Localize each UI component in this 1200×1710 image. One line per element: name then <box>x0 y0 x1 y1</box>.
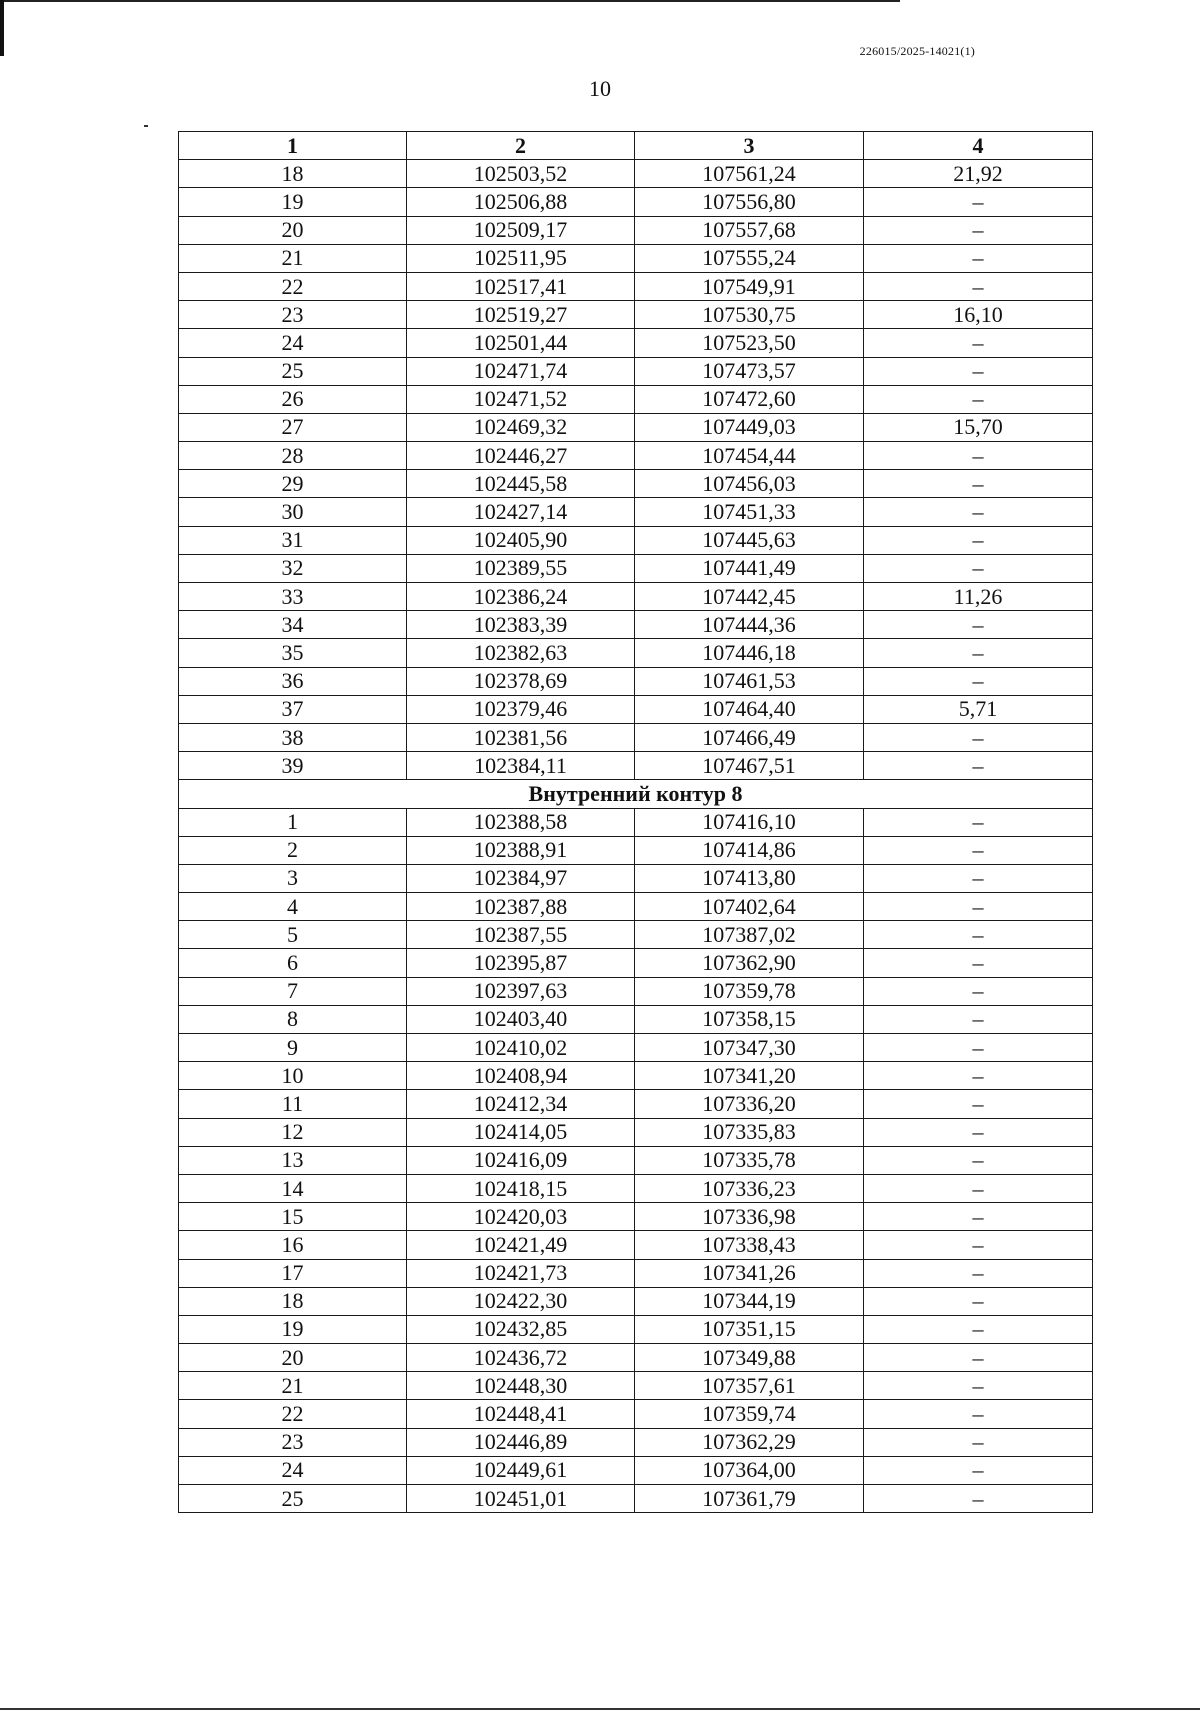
column-header: 1 <box>179 132 407 160</box>
table-cell: 102395,87 <box>407 949 635 977</box>
table-cell: – <box>864 893 1093 921</box>
table-cell: 102511,95 <box>407 244 635 272</box>
table-body-part2 <box>179 808 1093 1513</box>
table-cell: – <box>864 949 1093 977</box>
table-cell: 107473,57 <box>635 357 864 385</box>
table-row <box>179 301 1093 329</box>
table-cell: – <box>864 244 1093 272</box>
table-row <box>179 1315 1093 1343</box>
table-cell: 7 <box>179 977 407 1005</box>
table-row <box>179 498 1093 526</box>
table-row <box>179 893 1093 921</box>
table-header-row <box>179 132 1093 160</box>
table-cell: 102446,27 <box>407 442 635 470</box>
table-cell: 107472,60 <box>635 385 864 413</box>
table-cell: 107335,78 <box>635 1146 864 1174</box>
table-cell: 102471,52 <box>407 385 635 413</box>
table-row <box>179 1400 1093 1428</box>
table-cell: 102384,11 <box>407 752 635 780</box>
table-cell: 19 <box>179 188 407 216</box>
table-cell: 102446,89 <box>407 1428 635 1456</box>
table-row <box>179 1344 1093 1372</box>
table-cell: 22 <box>179 1400 407 1428</box>
table-cell: – <box>864 526 1093 554</box>
table-row <box>179 1146 1093 1174</box>
table-row <box>179 1090 1093 1118</box>
table-cell: – <box>864 1062 1093 1090</box>
table-cell: 102403,40 <box>407 1005 635 1033</box>
table-cell: 107556,80 <box>635 188 864 216</box>
table-cell: 16,10 <box>864 301 1093 329</box>
table-cell: 107357,61 <box>635 1372 864 1400</box>
table-cell: – <box>864 1005 1093 1033</box>
table-cell: 3 <box>179 864 407 892</box>
table-cell: 1 <box>179 808 407 836</box>
table-cell: 102408,94 <box>407 1062 635 1090</box>
table-cell: 11 <box>179 1090 407 1118</box>
table-cell: 20 <box>179 216 407 244</box>
table-cell: 9 <box>179 1034 407 1062</box>
table-cell: – <box>864 385 1093 413</box>
table-row <box>179 611 1093 639</box>
table-cell: 102420,03 <box>407 1203 635 1231</box>
table-cell: 38 <box>179 723 407 751</box>
table-cell: 107347,30 <box>635 1034 864 1062</box>
table-cell: 102503,52 <box>407 160 635 188</box>
table-cell: 19 <box>179 1315 407 1343</box>
table-cell: 107441,49 <box>635 554 864 582</box>
table-cell: 102382,63 <box>407 639 635 667</box>
table-row <box>179 413 1093 441</box>
table-row <box>179 977 1093 1005</box>
table-cell: 23 <box>179 1428 407 1456</box>
table-row <box>179 1372 1093 1400</box>
table-cell: 107359,78 <box>635 977 864 1005</box>
table-row <box>179 752 1093 780</box>
table-cell: 12 <box>179 1118 407 1146</box>
table-cell: 102448,41 <box>407 1400 635 1428</box>
table-row <box>179 160 1093 188</box>
table-cell: – <box>864 1428 1093 1456</box>
table-cell: 29 <box>179 470 407 498</box>
table-cell: 107451,33 <box>635 498 864 526</box>
table-cell: – <box>864 1400 1093 1428</box>
table-cell: 102445,58 <box>407 470 635 498</box>
table-cell: 24 <box>179 1456 407 1484</box>
table-cell: – <box>864 723 1093 751</box>
table-cell: 102383,39 <box>407 611 635 639</box>
table-row <box>179 442 1093 470</box>
table-cell: 102501,44 <box>407 329 635 357</box>
table-cell: 102449,61 <box>407 1456 635 1484</box>
table-row <box>179 695 1093 723</box>
table-cell: 102414,05 <box>407 1118 635 1146</box>
table-row <box>179 639 1093 667</box>
table-cell: 107351,15 <box>635 1315 864 1343</box>
table-cell: – <box>864 272 1093 300</box>
table-cell: – <box>864 1287 1093 1315</box>
table-cell: 31 <box>179 526 407 554</box>
table-cell: – <box>864 1372 1093 1400</box>
table-row <box>179 1062 1093 1090</box>
table-cell: – <box>864 1485 1093 1513</box>
table-cell: – <box>864 864 1093 892</box>
table-cell: 15 <box>179 1203 407 1231</box>
table-cell: – <box>864 1344 1093 1372</box>
table-cell: 102387,55 <box>407 921 635 949</box>
table-cell: 17 <box>179 1259 407 1287</box>
table-cell: 5,71 <box>864 695 1093 723</box>
table-cell: 107362,29 <box>635 1428 864 1456</box>
table-cell: – <box>864 188 1093 216</box>
table-cell: 102421,73 <box>407 1259 635 1287</box>
table-cell: 107341,26 <box>635 1259 864 1287</box>
table-cell: 102412,34 <box>407 1090 635 1118</box>
table-cell: – <box>864 216 1093 244</box>
table-cell: – <box>864 1118 1093 1146</box>
table-cell: 102386,24 <box>407 583 635 611</box>
table-cell: 107449,03 <box>635 413 864 441</box>
table-cell: 102378,69 <box>407 667 635 695</box>
table-cell: 13 <box>179 1146 407 1174</box>
table-cell: 107361,79 <box>635 1485 864 1513</box>
table-cell: 32 <box>179 554 407 582</box>
page-number: 10 <box>589 76 611 101</box>
table-row <box>179 1287 1093 1315</box>
table-cell: 107338,43 <box>635 1231 864 1259</box>
table-row <box>179 836 1093 864</box>
table-cell: 107466,49 <box>635 723 864 751</box>
table-cell: 28 <box>179 442 407 470</box>
table-cell: – <box>864 554 1093 582</box>
table-row <box>179 554 1093 582</box>
table-cell: 21 <box>179 1372 407 1400</box>
table-cell: 16 <box>179 1231 407 1259</box>
table-row <box>179 667 1093 695</box>
table-row <box>179 385 1093 413</box>
table-row <box>179 244 1093 272</box>
table-cell: 107336,20 <box>635 1090 864 1118</box>
table-cell: 107336,23 <box>635 1174 864 1202</box>
table-cell: 36 <box>179 667 407 695</box>
table-cell: 102389,55 <box>407 554 635 582</box>
section-row-group <box>179 780 1093 808</box>
table-row <box>179 1428 1093 1456</box>
table-cell: – <box>864 921 1093 949</box>
table-cell: 11,26 <box>864 583 1093 611</box>
table-row <box>179 1174 1093 1202</box>
table-cell: 20 <box>179 1344 407 1372</box>
table-cell: 4 <box>179 893 407 921</box>
table-cell: – <box>864 667 1093 695</box>
table-cell: 102506,88 <box>407 188 635 216</box>
table-cell: 107335,83 <box>635 1118 864 1146</box>
table-cell: 102517,41 <box>407 272 635 300</box>
table-cell: – <box>864 1456 1093 1484</box>
table-cell: 107341,20 <box>635 1062 864 1090</box>
table-cell: 102436,72 <box>407 1344 635 1372</box>
table-cell: 107416,10 <box>635 808 864 836</box>
table-cell: 18 <box>179 160 407 188</box>
table-cell: 24 <box>179 329 407 357</box>
table-cell: 102397,63 <box>407 977 635 1005</box>
table-row <box>179 470 1093 498</box>
table-cell: – <box>864 836 1093 864</box>
table-cell: 2 <box>179 836 407 864</box>
table-cell: 107414,86 <box>635 836 864 864</box>
table-cell: 107467,51 <box>635 752 864 780</box>
table-cell: 107446,18 <box>635 639 864 667</box>
table-cell: 107387,02 <box>635 921 864 949</box>
table-cell: 107344,19 <box>635 1287 864 1315</box>
table-cell: – <box>864 1034 1093 1062</box>
table-row <box>179 864 1093 892</box>
table-row <box>179 583 1093 611</box>
table-cell: 27 <box>179 413 407 441</box>
table-cell: 39 <box>179 752 407 780</box>
table-cell: – <box>864 611 1093 639</box>
table-row <box>179 1118 1093 1146</box>
table-cell: – <box>864 357 1093 385</box>
table-cell: 107561,24 <box>635 160 864 188</box>
table-cell: 102416,09 <box>407 1146 635 1174</box>
table-cell: – <box>864 329 1093 357</box>
table-cell: – <box>864 1259 1093 1287</box>
table-cell: 25 <box>179 357 407 385</box>
table-cell: 107445,63 <box>635 526 864 554</box>
scan-edge-left <box>0 0 4 56</box>
table-cell: 107523,50 <box>635 329 864 357</box>
table-row <box>179 1231 1093 1259</box>
table-cell: 107461,53 <box>635 667 864 695</box>
table-cell: – <box>864 442 1093 470</box>
table-cell: – <box>864 498 1093 526</box>
table-cell: 102509,17 <box>407 216 635 244</box>
table-cell: 107349,88 <box>635 1344 864 1372</box>
scan-edge-top <box>0 0 900 2</box>
table-cell: 102418,15 <box>407 1174 635 1202</box>
table-row <box>179 1034 1093 1062</box>
table-cell: 21,92 <box>864 160 1093 188</box>
table-row <box>179 1456 1093 1484</box>
table-cell: – <box>864 752 1093 780</box>
table-cell: 33 <box>179 583 407 611</box>
table-cell: – <box>864 1203 1093 1231</box>
table-row <box>179 1203 1093 1231</box>
table-row <box>179 526 1093 554</box>
table-cell: – <box>864 1174 1093 1202</box>
table-cell: 102451,01 <box>407 1485 635 1513</box>
table-cell: 107454,44 <box>635 442 864 470</box>
table-cell: 107402,64 <box>635 893 864 921</box>
table-cell: 107364,00 <box>635 1456 864 1484</box>
table-cell: 22 <box>179 272 407 300</box>
table-cell: 8 <box>179 1005 407 1033</box>
table-row <box>179 808 1093 836</box>
table-row <box>179 329 1093 357</box>
table-row <box>179 357 1093 385</box>
table-cell: 102388,91 <box>407 836 635 864</box>
table-cell: 37 <box>179 695 407 723</box>
table-cell: 35 <box>179 639 407 667</box>
table-cell: 23 <box>179 301 407 329</box>
table-cell: 5 <box>179 921 407 949</box>
table-cell: 107413,80 <box>635 864 864 892</box>
table-cell: 102469,32 <box>407 413 635 441</box>
table-cell: 107557,68 <box>635 216 864 244</box>
table-cell: 21 <box>179 244 407 272</box>
table-row <box>179 1485 1093 1513</box>
section-title: Внутренний контур 8 <box>179 780 1093 808</box>
table-row <box>179 272 1093 300</box>
table-cell: 107549,91 <box>635 272 864 300</box>
table-cell: 107362,90 <box>635 949 864 977</box>
table-cell: 102519,27 <box>407 301 635 329</box>
table-cell: – <box>864 639 1093 667</box>
table-cell: 107530,75 <box>635 301 864 329</box>
table-cell: – <box>864 977 1093 1005</box>
table-cell: 102410,02 <box>407 1034 635 1062</box>
table-cell: 107444,36 <box>635 611 864 639</box>
document-code: 226015/2025-14021(1) <box>859 44 975 58</box>
table-cell: 102421,49 <box>407 1231 635 1259</box>
table-cell: 102388,58 <box>407 808 635 836</box>
table-cell: 107555,24 <box>635 244 864 272</box>
table-cell: – <box>864 1090 1093 1118</box>
column-header: 4 <box>864 132 1093 160</box>
table-cell: 18 <box>179 1287 407 1315</box>
table-cell: 14 <box>179 1174 407 1202</box>
table-row <box>179 188 1093 216</box>
table-cell: 102427,14 <box>407 498 635 526</box>
table-cell: 107336,98 <box>635 1203 864 1231</box>
table-cell: 102384,97 <box>407 864 635 892</box>
table-cell: 102422,30 <box>407 1287 635 1315</box>
coordinates-table <box>178 131 1093 1513</box>
table-cell: 107456,03 <box>635 470 864 498</box>
table-row <box>179 921 1093 949</box>
table-cell: 107358,15 <box>635 1005 864 1033</box>
table-row <box>179 949 1093 977</box>
table-cell: 102387,88 <box>407 893 635 921</box>
table-row <box>179 1005 1093 1033</box>
table-cell: 6 <box>179 949 407 977</box>
table-cell: 26 <box>179 385 407 413</box>
table-cell: 107464,40 <box>635 695 864 723</box>
table-cell: 102471,74 <box>407 357 635 385</box>
table-cell: 102448,30 <box>407 1372 635 1400</box>
table-cell: 107442,45 <box>635 583 864 611</box>
table-body-part1 <box>179 160 1093 780</box>
table-cell: 102405,90 <box>407 526 635 554</box>
table-row <box>179 723 1093 751</box>
table-row <box>179 216 1093 244</box>
table-cell: 102432,85 <box>407 1315 635 1343</box>
table-cell: 30 <box>179 498 407 526</box>
table-cell: – <box>864 1315 1093 1343</box>
table-cell: – <box>864 470 1093 498</box>
table-cell: – <box>864 808 1093 836</box>
table-cell: – <box>864 1146 1093 1174</box>
table-cell: 15,70 <box>864 413 1093 441</box>
column-header: 2 <box>407 132 635 160</box>
table-cell: 34 <box>179 611 407 639</box>
scan-speck <box>144 125 148 127</box>
column-header: 3 <box>635 132 864 160</box>
table-cell: 102381,56 <box>407 723 635 751</box>
table-row <box>179 1259 1093 1287</box>
table-cell: 10 <box>179 1062 407 1090</box>
table-cell: 102379,46 <box>407 695 635 723</box>
section-row <box>179 780 1093 808</box>
table-cell: – <box>864 1231 1093 1259</box>
table-cell: 107359,74 <box>635 1400 864 1428</box>
table-cell: 25 <box>179 1485 407 1513</box>
